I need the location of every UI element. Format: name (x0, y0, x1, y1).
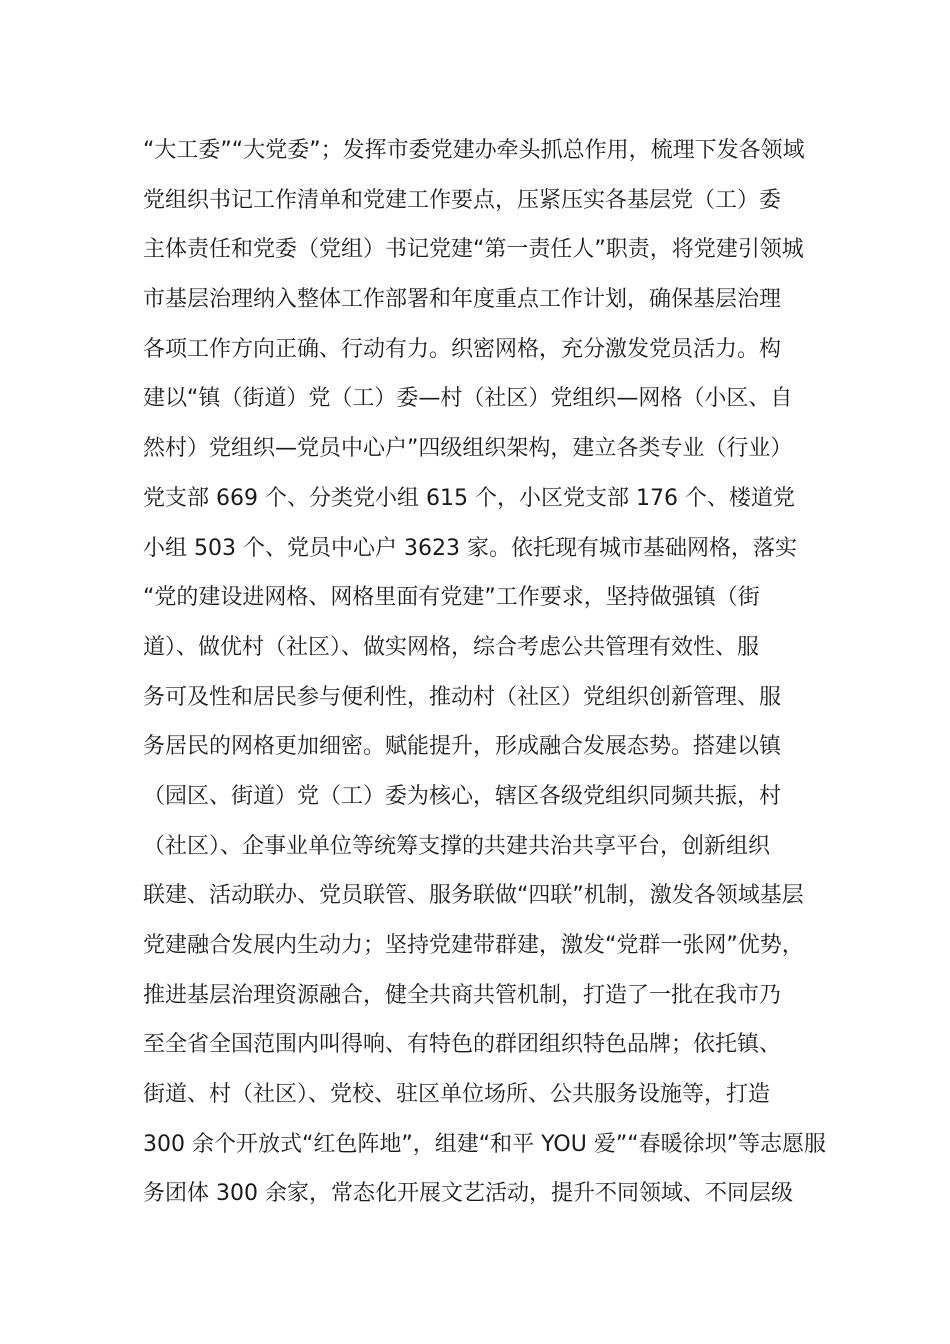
text-line: 党支部 669 个、分类党小组 615 个，小区党支部 176 个、楼道党 (143, 485, 795, 511)
text-line: 联建、活动联办、党员联管、服务联做“四联”机制，激发各领域基层 (143, 883, 804, 909)
text-line: “党的建设进网格、网格里面有党建”工作要求，坚持做强镇（街 (143, 585, 760, 611)
text-line: 各项工作方向正确、行动有力。织密网格，充分激发党员活力。构 (143, 336, 782, 362)
text-line: 小组 503 个、党员中心户 3623 家。依托现有城市基础网格，落实 (143, 535, 797, 561)
text-line: 然村）党组织—党员中心户”四级组织架构，建立各类专业（行业） (143, 436, 793, 462)
text-line: 市基层治理纳入整体工作部署和年度重点工作计划，确保基层治理 (143, 287, 782, 313)
text-line: 务可及性和居民参与便利性，推动村（社区）党组织创新管理、服 (143, 684, 782, 710)
text-line: 街道、村（社区）、党校、驻区单位场所、公共服务设施等，打造 (143, 1082, 771, 1108)
text-line: “大工委”“大党委”；发挥市委党建办牵头抓总作用，梳理下发各领域 (143, 138, 805, 163)
text-line: 务团体 300 余家，常态化开展文艺活动，提升不同领域、不同层级 (143, 1181, 793, 1207)
text-line: 道）、做优村（社区）、做实网格，综合考虑公共管理有效性、服 (143, 634, 760, 660)
text-line: （园区、街道）党（工）委为核心，辖区各级党组织同频共振，村 (143, 783, 782, 809)
text-line: 300 余个开放式“红色阵地”，组建“和平 YOU 爱”“春暖徐坝”等志愿服 (143, 1131, 827, 1157)
body-text (143, 126, 827, 1219)
text-line: 至全省全国范围内叫得响、有特色的群团组织特色品牌；依托镇、 (143, 1032, 782, 1058)
text-line: 务居民的网格更加细密。赋能提升，形成融合发展态势。搭建以镇 (143, 734, 782, 760)
text-line: 党组织书记工作清单和党建工作要点，压紧压实各基层党（工）委 (143, 187, 782, 213)
text-line: 建以“镇（街道）党（工）委—村（社区）党组织—网格（小区、自 (143, 386, 793, 412)
text-line: 主体责任和党委（党组）书记党建“第一责任人”职责，将党建引领城 (143, 237, 804, 263)
text-line: 党建融合发展内生动力；坚持党建带群建，激发“党群一张网”优势， (143, 933, 804, 958)
text-line: 推进基层治理资源融合，健全共商共管机制，打造了一批在我市乃 (143, 982, 782, 1008)
text-line: （社区）、企事业单位等统筹支撑的共建共治共享平台，创新组织 (143, 833, 771, 859)
